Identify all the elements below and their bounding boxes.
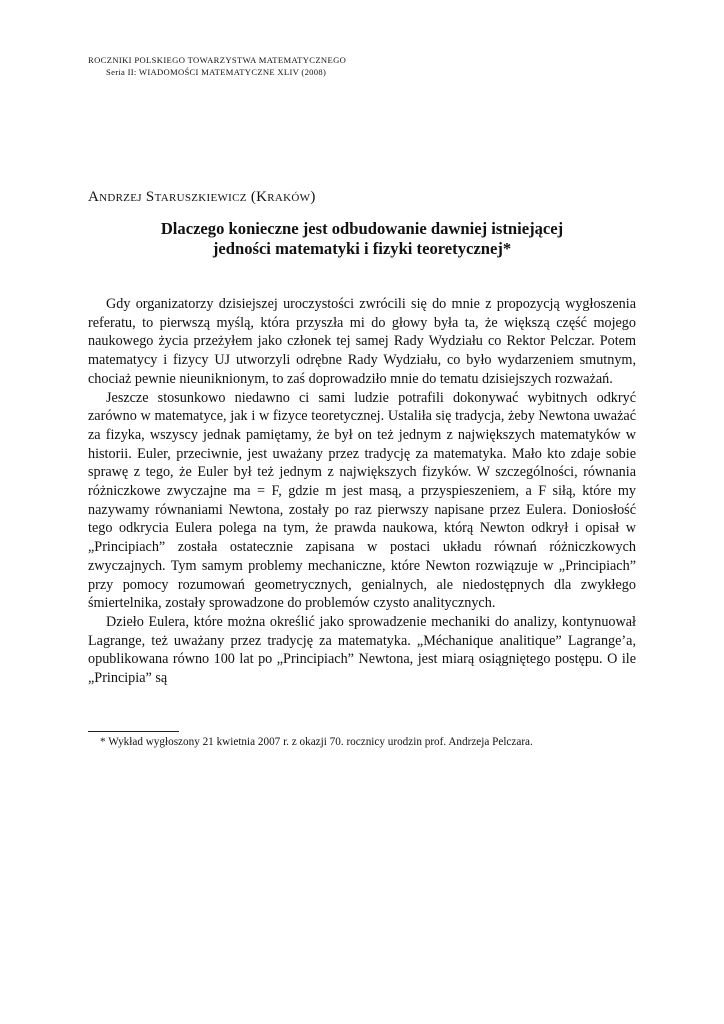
journal-series: Seria II: WIADOMOŚCI MATEMATYCZNE XLIV (2008) — [106, 67, 327, 77]
paragraph-3: Dzieło Eulera, które można określić jako sprowadzenie mechaniki do analizy, kontynuował Lagrange, też uważany przez tradycję za matematyka. „Méchanique analitique” Lagrange’a, opublikowana równo 100 lat po „Principiach” Newtona, jest miarą osiągniętego postępu. O ile „Principia” są — [88, 613, 636, 687]
author-line: Andrzej Staruszkiewicz (Kraków) — [88, 189, 316, 205]
title-line-1: Dlaczego konieczne jest odbudowanie dawniej istniejącej — [160, 219, 564, 238]
article-body — [88, 295, 636, 688]
journal-name: ROCZNIKI POLSKIEGO TOWARZYSTWA MATEMATYCZNEGO — [88, 55, 347, 65]
paragraph-2: Jeszcze stosunkowo niedawno ci sami ludzie potrafili dokonywać wybitnych odkryć zarówno w matematyce, jak i w fizyce teoretycznej. Ustaliła się tradycja, żeby Newtona uważać za fizyka, wszyscy jednak pamiętamy, że był on też jednym z największych matematyków w historii. Euler, przeciwnie, jest uważany przez tradycję za matematyka. Mało kto zdaje sobie sprawę z tego, że Euler był też jednym z największych fizyków. W szczególności, równania różniczkowe zwyczajne ma = F, gdzie m jest masą, a przyspieszeniem, a F siłą, które my nazywamy równaniami Newtona, zostały po raz pierwszy napisane przez Eulera. Doniosłość tego odkrycia Eulera polega na tym, że prawda naukowa, którą Newton odkrył i opisał w „Principiach” została ostatecznie zapisana w postaci układu równań różniczkowych zwyczajnych. Tym samym problemy mechaniczne, które Newton rozwiązuje w „Principiach” przy pomocy rozumowań geometrycznych, genialnych, ale niedostępnych dla zwykłego śmiertelnika, zostały sprowadzone do problemów czysto analitycznych. — [88, 389, 636, 612]
footnote-text: * Wykład wygłoszony 21 kwietnia 2007 r. z okazji 70. rocznicy urodzin prof. Andrzeja Pelczara. — [100, 736, 533, 748]
footnote — [88, 735, 636, 750]
running-header — [88, 54, 648, 78]
footnote-rule — [88, 731, 179, 732]
title-line-2: jedności matematyki i fizyki teoretycznej* — [212, 239, 512, 258]
article-title — [88, 219, 636, 259]
paragraph-1: Gdy organizatorzy dzisiejszej uroczystości zwrócili się do mnie z propozycją wygłoszenia referatu, to pierwszą myślą, która przyszła mi do głowy była ta, że większą część mojego naukowego życia przeżyłem jako członek tej samej Rady Wydziału co Rektor Pelczar. Potem matematycy i fizycy UJ utworzyli odrębne Rady Wydziału, co było wydarzeniem smutnym, chociaż pewnie nieuniknionym, to zaś doprowadziło mnie do tematu dzisiejszych rozważań. — [88, 296, 636, 387]
